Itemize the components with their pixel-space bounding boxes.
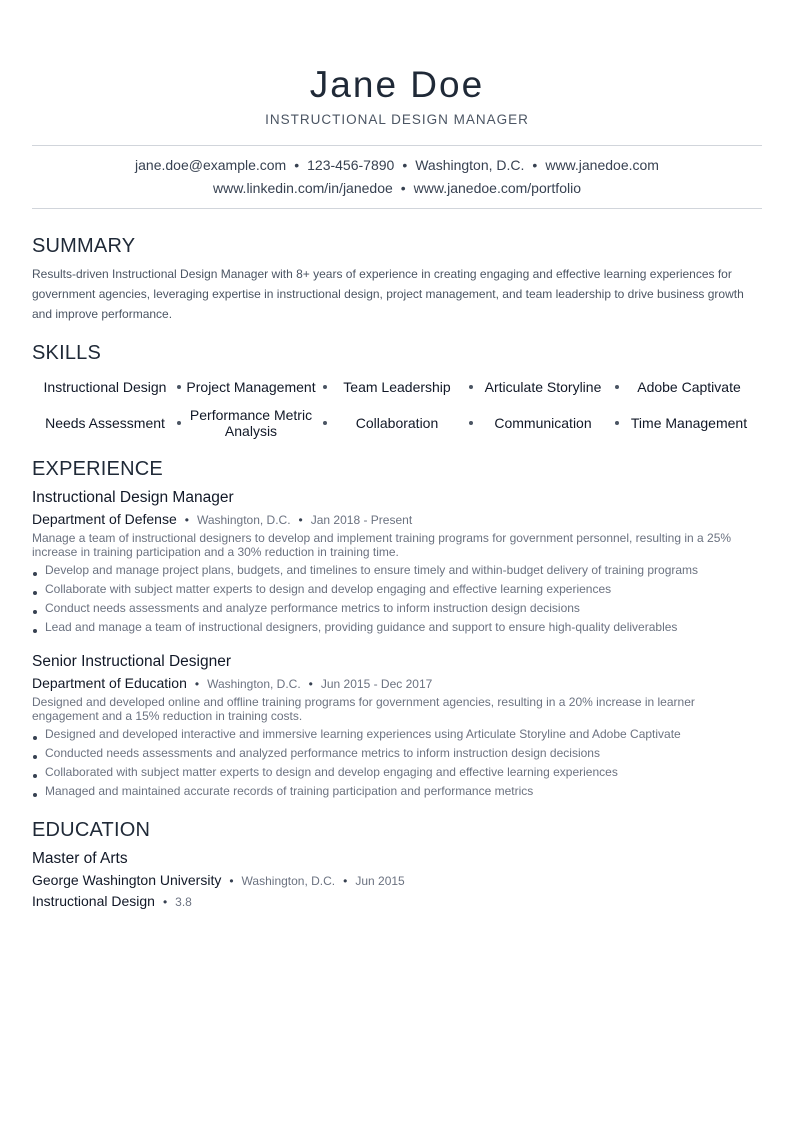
job-dates: Jan 2018 - Present (310, 513, 413, 527)
job-location: Washington, D.C. (196, 513, 291, 527)
skill-item (32, 371, 178, 403)
skill-item (470, 407, 616, 439)
email-link[interactable]: jane.doe@example.com (135, 157, 287, 173)
resume-page (32, 0, 762, 912)
summary-text: Results-driven Instructional Design Manager with 8+ years of experience in creating engaging and effective learning experiences for government agencies, leveraging expertise in instructional design, project management, and team leadership to drive business growth and improve performance. (32, 267, 744, 321)
skill-item (470, 371, 616, 403)
degree: Master of Arts (32, 850, 128, 867)
job-description: Manage a team of instructional designers to develop and implement training programs for government personnel, resulting in a 25% increase in training participation and a 30% reduction in training time. (32, 531, 732, 559)
contact-separator: • (402, 157, 408, 173)
meta-separator: • (194, 677, 200, 691)
skill-label: Needs Assessment (45, 415, 165, 431)
school-name: George Washington University (32, 872, 222, 888)
skill-item (32, 407, 178, 439)
job-dates: Jun 2015 - Dec 2017 (320, 677, 433, 691)
skill-label: Collaboration (355, 415, 439, 431)
contact-line-2 (32, 177, 762, 200)
education-field-meta (32, 891, 762, 912)
list-item: Develop and manage project plans, budgets, and timelines to ensure timely and within-budget delivery of training programs (32, 561, 762, 580)
meta-separator: • (298, 513, 303, 527)
skill-item (178, 371, 324, 403)
list-item: Collaborate with subject matter experts to design and develop engaging and effective learning experiences (32, 580, 762, 599)
skill-label: Performance Metric Analysis (189, 407, 313, 439)
contact-separator: • (532, 157, 538, 173)
skill-label: Time Management (630, 415, 748, 431)
list-item: Collaborated with subject matter experts to design and develop engaging and effective learning experiences (32, 763, 762, 782)
skill-label: Articulate Storyline (484, 379, 602, 395)
website-link[interactable]: www.janedoe.com (545, 157, 659, 173)
skill-label: Team Leadership (343, 379, 451, 395)
candidate-name: Jane Doe (309, 64, 485, 105)
meta-separator: • (308, 677, 313, 691)
meta-separator: • (343, 874, 348, 888)
list-item: Conducted needs assessments and analyzed performance metrics to inform instruction design decisions (32, 744, 762, 763)
field-of-study: Instructional Design (32, 893, 155, 909)
meta-separator: • (229, 874, 234, 888)
list-item: Conduct needs assessments and analyze performance metrics to inform instruction design decisions (32, 599, 762, 618)
meta-separator: • (162, 895, 168, 909)
header-divider-bottom (32, 208, 762, 209)
education-heading: EDUCATION (32, 819, 151, 841)
skill-item (178, 407, 324, 439)
school-location: Washington, D.C. (241, 874, 336, 888)
job-role: Instructional Design Manager (32, 489, 234, 506)
list-item: Designed and developed interactive and immersive learning experiences using Articulate Storyline and Adobe Captivate (32, 725, 762, 744)
portfolio-link[interactable]: www.janedoe.com/portfolio (413, 180, 581, 196)
graduation-date: Jun 2015 (355, 874, 405, 888)
skill-label: Adobe Captivate (637, 379, 741, 395)
skill-item (616, 371, 762, 403)
skill-item (616, 407, 762, 439)
job-role: Senior Instructional Designer (32, 653, 232, 670)
summary-heading: SUMMARY (32, 235, 136, 257)
contact-separator: • (294, 157, 300, 173)
contact-line-1 (32, 154, 762, 177)
skill-label: Project Management (186, 379, 316, 395)
job-location: Washington, D.C. (207, 677, 301, 691)
gpa: 3.8 (175, 895, 192, 909)
job-description: Designed and developed online and offline training programs for government agencies, resulting in a 20% increase in learner engagement and a 15% reduction in training costs. (32, 695, 695, 723)
education-meta (32, 870, 762, 891)
skill-label: Instructional Design (43, 379, 167, 395)
skill-item (324, 371, 470, 403)
skills-grid (32, 371, 762, 439)
skill-label: Communication (494, 415, 592, 431)
contact-block (32, 146, 762, 208)
job-meta (32, 673, 762, 694)
job-organization: Department of Education (32, 675, 187, 691)
contact-separator: • (400, 180, 406, 196)
skill-item (324, 407, 470, 439)
job-meta (32, 509, 762, 530)
job-bullets (32, 725, 762, 801)
contact-location: Washington, D.C. (415, 157, 525, 173)
meta-separator: • (184, 513, 189, 527)
linkedin-link[interactable]: www.linkedin.com/in/janedoe (213, 180, 393, 196)
job-bullets (32, 561, 762, 637)
education-entry (32, 848, 762, 912)
list-item: Managed and maintained accurate records of training participation and performance metrics (32, 782, 762, 801)
skills-heading: SKILLS (32, 342, 102, 364)
job-entry (32, 651, 762, 801)
job-entry (32, 487, 762, 637)
job-organization: Department of Defense (32, 511, 177, 527)
list-item: Lead and manage a team of instructional designers, providing guidance and support to ensure high-quality deliverables (32, 618, 762, 637)
job-title: INSTRUCTIONAL DESIGN MANAGER (265, 112, 529, 127)
phone-number[interactable]: 123-456-7890 (307, 157, 395, 173)
experience-heading: EXPERIENCE (32, 458, 163, 480)
